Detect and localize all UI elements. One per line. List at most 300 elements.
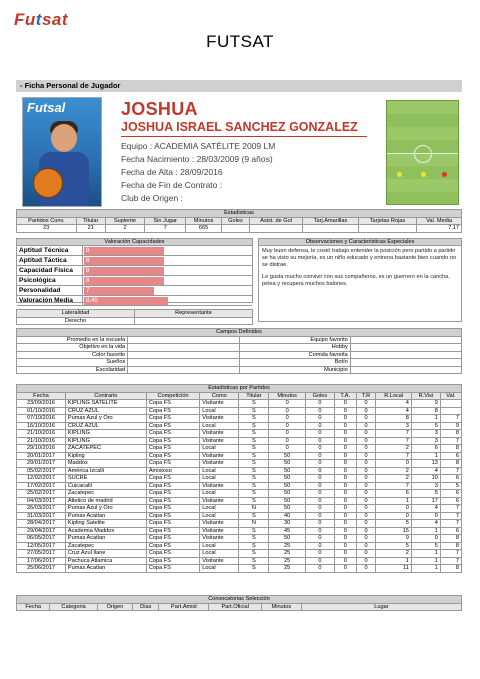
match-cell: 0	[411, 535, 440, 543]
ability-bar	[84, 267, 164, 275]
match-cell: 7	[440, 467, 461, 475]
match-cell: 0	[269, 400, 305, 408]
field-row	[17, 366, 462, 374]
stats-header-cell: Suplente	[105, 217, 144, 225]
match-cell: 0	[305, 542, 334, 550]
field-label: Escolaridad	[17, 366, 128, 374]
match-cell: Copa FS	[146, 512, 199, 520]
player-short-name: JOSHUA	[121, 99, 198, 119]
match-cell: Visitante	[200, 535, 239, 543]
match-cell: Visitante	[200, 437, 239, 445]
match-cell: 0	[305, 512, 334, 520]
match-cell: Local	[200, 512, 239, 520]
table-row	[17, 430, 462, 438]
field-row	[17, 351, 462, 359]
match-cell: 6	[440, 490, 461, 498]
match-cell: 4	[411, 520, 440, 528]
match-cell: 6	[440, 475, 461, 483]
match-cell: Visitante	[200, 482, 239, 490]
callups-header-cell: Dias	[133, 603, 159, 611]
match-cell: 9	[411, 400, 440, 408]
match-cell: Visitante	[200, 415, 239, 423]
player-contract-end: Fecha de Fin de Contrato :	[121, 180, 223, 190]
match-cell: 4	[376, 400, 412, 408]
match-cell: 8	[440, 460, 461, 468]
match-cell: Visitante	[200, 430, 239, 438]
table-row	[17, 482, 462, 490]
match-cell: 0	[356, 542, 376, 550]
match-cell: Local	[200, 490, 239, 498]
stats-value-cell	[250, 225, 303, 233]
match-cell: CRUZ AZUL	[65, 407, 146, 415]
match-cell: Pumas Acatlan	[65, 535, 146, 543]
ability-row	[17, 276, 252, 286]
match-cell: 0	[305, 400, 334, 408]
ability-bar-cell	[83, 286, 252, 295]
table-row	[17, 437, 462, 445]
callups-header-cell: Lugar	[301, 603, 461, 611]
match-cell: 31/03/2017	[17, 512, 66, 520]
match-cell: 3	[411, 482, 440, 490]
match-cell: S	[239, 430, 269, 438]
match-cell: Copa FS	[146, 452, 199, 460]
match-cell: 0	[376, 460, 412, 468]
match-cell: S	[239, 452, 269, 460]
field-label: Color favorito	[17, 351, 128, 359]
match-cell: 0	[411, 512, 440, 520]
match-cell: Copa FS	[146, 550, 199, 558]
match-cell: 0	[334, 415, 356, 423]
match-cell: 7	[440, 550, 461, 558]
match-cell: S	[239, 565, 269, 573]
match-cell: 0	[305, 407, 334, 415]
match-cell: Atletico de madrid	[65, 497, 146, 505]
match-cell: Local	[200, 550, 239, 558]
matches-header-cell: Fecha	[17, 392, 66, 400]
match-cell: 0	[334, 512, 356, 520]
match-cell: 2	[376, 467, 412, 475]
match-cell: 0	[334, 475, 356, 483]
match-cell: 0	[356, 565, 376, 573]
match-cell: Kipling	[65, 452, 146, 460]
ability-label: Capacidad Física	[17, 266, 83, 275]
match-cell: 1	[411, 565, 440, 573]
match-cell: 50	[269, 452, 305, 460]
match-cell: 0	[334, 407, 356, 415]
callups-header-cell: Fecha	[17, 603, 50, 611]
stats-header-cell: Partidos Conv.	[17, 217, 77, 225]
match-cell	[440, 400, 461, 408]
match-cell: 0	[269, 422, 305, 430]
stats-header-cell: Tarj.Amarillas	[303, 217, 359, 225]
match-cell: 50	[269, 497, 305, 505]
match-cell: 9	[440, 422, 461, 430]
stats-value-cell: 7,17	[417, 225, 462, 233]
match-cell: 04/03/2017	[17, 497, 66, 505]
match-cell: 1	[376, 497, 412, 505]
match-cell: 1	[376, 557, 412, 565]
match-cell: Copa FS	[146, 400, 199, 408]
table-row	[17, 422, 462, 430]
ability-value: 8	[86, 258, 90, 264]
field-label: Hobby	[239, 344, 350, 352]
match-cell: 0	[356, 505, 376, 513]
match-cell: 25	[269, 557, 305, 565]
ability-row	[17, 266, 252, 276]
match-cell: Copa FS	[146, 475, 199, 483]
match-cell: 0	[334, 400, 356, 408]
field-value	[128, 351, 239, 359]
match-cell: 0	[334, 565, 356, 573]
match-cell: 0	[356, 415, 376, 423]
match-cell: 5	[376, 542, 412, 550]
match-cell: 40	[269, 512, 305, 520]
laterality-header: Lateralidad	[17, 310, 135, 318]
player-signup-date: Fecha de Alta : 28/09/2016	[121, 167, 223, 177]
match-cell: 0	[356, 467, 376, 475]
stats-header-cell: Val. Media	[417, 217, 462, 225]
match-cell: 01/10/2016	[17, 407, 66, 415]
match-cell: Maddox	[65, 460, 146, 468]
match-cell: Copa FS	[146, 415, 199, 423]
table-row	[17, 520, 462, 528]
match-cell: 7	[376, 482, 412, 490]
match-cell: 8	[440, 542, 461, 550]
match-cell: 0	[305, 497, 334, 505]
match-cell: 29/01/2017	[17, 460, 66, 468]
match-cell: 0	[356, 475, 376, 483]
match-cell: 0	[356, 497, 376, 505]
matches-header-cell: Val.	[440, 392, 461, 400]
position-marker	[442, 172, 447, 177]
matches-header-cell: Como	[200, 392, 239, 400]
match-cell: Copa FS	[146, 520, 199, 528]
table-row	[17, 407, 462, 415]
observations-text: Muy buen defensa, le costó trabajo entender la posición pero partido a partido se ha visto su mejoría, es un niño educado y entrena bastante bien cuando no se distrae. Le gusta mucho convivir con sus compañeros, es un guerrero en la cancha, pelea y recupera muchos balones.	[262, 248, 457, 288]
match-cell: 0	[305, 565, 334, 573]
match-cell: 0	[356, 400, 376, 408]
match-cell: 25	[269, 550, 305, 558]
table-row	[17, 445, 462, 453]
ability-bar	[84, 257, 164, 265]
match-cell: 0	[305, 430, 334, 438]
match-cell: 6	[440, 527, 461, 535]
matches-header-cell: T.R	[356, 392, 376, 400]
table-row	[17, 550, 462, 558]
laterality-value: Derecho	[17, 317, 135, 325]
match-cell: 0	[305, 535, 334, 543]
match-cell: Academia Maddox	[65, 527, 146, 535]
match-cell: 0	[356, 460, 376, 468]
match-cell: Amistoso	[146, 467, 199, 475]
match-cell: 2	[376, 475, 412, 483]
match-cell: 50	[269, 505, 305, 513]
match-cell: 0	[356, 430, 376, 438]
match-cell: 0	[305, 467, 334, 475]
match-cell: 0	[305, 557, 334, 565]
match-cell: 3	[411, 437, 440, 445]
match-cell: 1	[411, 557, 440, 565]
ability-row	[17, 246, 252, 256]
match-cell: S	[239, 400, 269, 408]
table-row	[17, 460, 462, 468]
match-cell: S	[239, 482, 269, 490]
fields-caption: Campos Definidos	[17, 329, 462, 337]
match-cell: 6	[440, 452, 461, 460]
match-cell: Pumas Azul y Oro	[65, 415, 146, 423]
field-row	[17, 336, 462, 344]
page-title: FUTSAT	[206, 32, 274, 51]
stats-header-cell: Tarjetas Rojas	[358, 217, 416, 225]
field-label: Promedio en la escuela	[17, 336, 128, 344]
match-cell: 2	[376, 445, 412, 453]
match-cell: S	[239, 557, 269, 565]
match-cell: 12/02/2017	[17, 475, 66, 483]
match-cell: 0	[356, 445, 376, 453]
matches-caption: Estadisticas por Partidos	[17, 385, 462, 393]
match-cell: 7	[440, 415, 461, 423]
match-cell: 0	[334, 535, 356, 543]
match-cell: 0	[334, 482, 356, 490]
match-cell: 06/05/2017	[17, 535, 66, 543]
match-cell: Visitante	[200, 460, 239, 468]
match-cell: 7	[440, 512, 461, 520]
match-cell: Copa FS	[146, 490, 199, 498]
ability-label: Valoración Media	[17, 296, 83, 305]
match-cell: 0	[305, 550, 334, 558]
table-row	[17, 400, 462, 408]
match-cell: 8	[440, 565, 461, 573]
stats-value-cell: 23	[17, 225, 77, 233]
stats-value-cell: 665	[186, 225, 221, 233]
match-cell: 4	[411, 505, 440, 513]
table-row	[17, 535, 462, 543]
callups-header-cell: Part.Oficial	[209, 603, 261, 611]
field-label: Comida favorita	[239, 351, 350, 359]
match-cell: 25	[269, 542, 305, 550]
match-cell: 8	[440, 535, 461, 543]
match-cell: Visitante	[200, 520, 239, 528]
stats-header-cell: Goles	[221, 217, 249, 225]
match-cell: S	[239, 460, 269, 468]
match-cell: CRUZ AZUL	[65, 422, 146, 430]
match-cell: 0	[305, 452, 334, 460]
match-cell: 5	[440, 482, 461, 490]
abilities-panel	[16, 238, 253, 303]
field-value	[350, 359, 461, 367]
match-cell: 0	[356, 527, 376, 535]
field-value	[128, 359, 239, 367]
match-cell: 0	[334, 460, 356, 468]
player-origin-club: Club de Origen :	[121, 193, 183, 203]
match-cell: S	[239, 535, 269, 543]
match-cell: 1	[411, 415, 440, 423]
match-cell: 0	[334, 542, 356, 550]
match-cell: 30	[269, 520, 305, 528]
match-cell: Copa FS	[146, 430, 199, 438]
match-cell: 12/05/2017	[17, 542, 66, 550]
match-cell: 0	[305, 445, 334, 453]
match-cell: 2	[376, 550, 412, 558]
match-cell: 0	[334, 452, 356, 460]
match-cell: 9	[376, 535, 412, 543]
match-cell: 0	[305, 460, 334, 468]
ability-row	[17, 296, 252, 306]
player-full-name: JOSHUA ISRAEL SANCHEZ GONZALEZ	[121, 120, 358, 134]
abilities-caption: Valoración Capacidades	[17, 239, 252, 246]
match-cell: N	[239, 520, 269, 528]
match-cell: 0	[334, 467, 356, 475]
stats-caption: Estadisticas	[17, 210, 462, 218]
match-cell: 0	[334, 520, 356, 528]
match-cell: 6	[411, 445, 440, 453]
ability-row	[17, 286, 252, 296]
match-cell: Copa FS	[146, 460, 199, 468]
ability-bar-cell	[83, 266, 252, 275]
match-cell: 25/06/2017	[17, 565, 66, 573]
match-cell: 50	[269, 475, 305, 483]
match-cell: 7	[376, 437, 412, 445]
match-cell: 1	[411, 452, 440, 460]
ability-bar	[84, 287, 154, 295]
match-cell: Visitante	[200, 400, 239, 408]
match-cell: 05/02/2017	[17, 467, 66, 475]
match-cell: Visitante	[200, 527, 239, 535]
match-cell: 6	[440, 497, 461, 505]
match-cell: 50	[269, 490, 305, 498]
field-value	[128, 366, 239, 374]
ability-bar	[84, 277, 164, 285]
match-cell: Local	[200, 505, 239, 513]
stats-table	[16, 209, 462, 233]
match-cell: Local	[200, 407, 239, 415]
match-cell: 0	[305, 475, 334, 483]
position-field	[386, 100, 459, 205]
match-cell: 7	[440, 520, 461, 528]
match-cell: 7	[440, 505, 461, 513]
match-cell: 0	[334, 437, 356, 445]
match-cell: Cruz Azul Ilane	[65, 550, 146, 558]
matches-header-cell: R.Visi	[411, 392, 440, 400]
match-cell: Copa FS	[146, 565, 199, 573]
match-cell: Copa FS	[146, 527, 199, 535]
match-cell: 7	[440, 557, 461, 565]
match-cell: 0	[356, 550, 376, 558]
match-cell: 0	[356, 520, 376, 528]
stats-header-cell: Minutos	[186, 217, 221, 225]
match-cell: 0	[356, 557, 376, 565]
match-cell: Copa FS	[146, 505, 199, 513]
match-cell: 27/05/2017	[17, 550, 66, 558]
table-row	[17, 490, 462, 498]
match-cell: 1	[411, 527, 440, 535]
ability-label: Aptitud Técnica	[17, 246, 83, 255]
match-cell: 0	[376, 512, 412, 520]
match-cell: 45	[269, 527, 305, 535]
match-cell: 1	[411, 550, 440, 558]
field-label: Objetivo en la vida	[17, 344, 128, 352]
representative-value	[135, 317, 253, 325]
match-cell: 0	[269, 445, 305, 453]
ability-bar-cell	[83, 256, 252, 265]
table-row	[17, 557, 462, 565]
match-cell: 0	[334, 490, 356, 498]
table-row	[17, 565, 462, 573]
ability-bar-cell	[83, 296, 252, 305]
stats-value-cell	[221, 225, 249, 233]
field-value	[128, 344, 239, 352]
match-cell: Visitante	[200, 497, 239, 505]
matches-header-cell: Competición	[146, 392, 199, 400]
matches-header-cell: Goles	[305, 392, 334, 400]
player-photo	[22, 97, 102, 207]
player-team: Equipo : ACADEMIA SATÉLITE 2009 LM	[121, 141, 276, 151]
match-cell: 0	[356, 422, 376, 430]
match-cell: 29/04/2017	[17, 527, 66, 535]
match-cell: 0	[305, 490, 334, 498]
ability-label: Aptitud Táctica	[17, 256, 83, 265]
matches-table	[16, 384, 462, 573]
match-cell: KIPLING	[65, 437, 146, 445]
match-cell: 0	[334, 557, 356, 565]
match-cell: Visitante	[200, 557, 239, 565]
stats-value-cell: 7	[145, 225, 186, 233]
match-cell: Copa FS	[146, 407, 199, 415]
match-cell: 3	[411, 430, 440, 438]
match-cell: 0	[305, 415, 334, 423]
match-cell: 0	[269, 415, 305, 423]
match-cell: 07/10/2016	[17, 415, 66, 423]
match-cell: 21/10/2016	[17, 437, 66, 445]
callups-header-cell: Part.Amist	[159, 603, 209, 611]
match-cell: Local	[200, 422, 239, 430]
match-cell: 5	[411, 422, 440, 430]
match-cell: 0	[269, 437, 305, 445]
player-birthdate: Fecha Nacimiento : 28/03/2009 (9 años)	[121, 154, 273, 164]
match-cell: 3	[376, 422, 412, 430]
match-cell: 13	[411, 460, 440, 468]
match-cell: Pumas Acatlan	[65, 512, 146, 520]
match-cell: KIPLING SATELITE	[65, 400, 146, 408]
representative-header: Representante	[135, 310, 253, 318]
match-cell: América Izcalli	[65, 467, 146, 475]
table-row	[17, 452, 462, 460]
match-cell: 17	[411, 497, 440, 505]
match-cell: 0	[356, 437, 376, 445]
match-cell: N	[239, 505, 269, 513]
match-cell: Copa FS	[146, 542, 199, 550]
field-value	[350, 351, 461, 359]
match-cell: Local	[200, 475, 239, 483]
match-cell: S	[239, 497, 269, 505]
match-cell: 5	[411, 542, 440, 550]
laterality-table	[16, 309, 253, 325]
table-row	[17, 542, 462, 550]
match-cell: S	[239, 445, 269, 453]
match-cell: 8	[440, 445, 461, 453]
ability-row	[17, 256, 252, 266]
match-cell: S	[239, 415, 269, 423]
match-cell: KIPLING	[65, 430, 146, 438]
field-label: Botín	[239, 359, 350, 367]
match-cell: Local	[200, 542, 239, 550]
match-cell: S	[239, 527, 269, 535]
callups-header-cell: Origen	[97, 603, 132, 611]
field-row	[17, 344, 462, 352]
ability-value: 8	[86, 248, 90, 254]
table-row	[17, 475, 462, 483]
position-marker	[397, 172, 402, 177]
